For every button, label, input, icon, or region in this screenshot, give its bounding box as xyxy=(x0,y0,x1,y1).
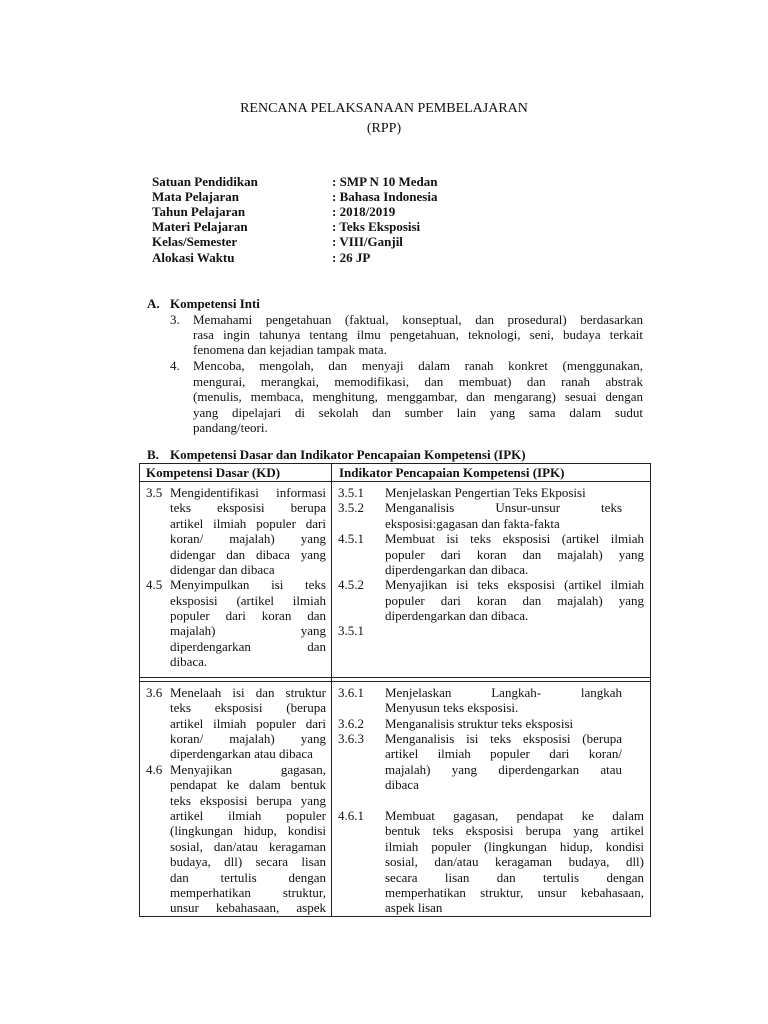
kd-line: Menelaah isi dan struktur xyxy=(170,685,326,700)
paragraph-line: Memahami pengetahuan (faktual, konseptual, dan prosedural) berdasarkan xyxy=(193,312,643,327)
kd-line: (lingkungan hidup, kondisi xyxy=(170,823,326,838)
table-header-ipk: Indikator Pencapaian Kompetensi (IPK) xyxy=(339,465,565,480)
kd-line: eksposisi (artikel ilmiah xyxy=(170,593,326,608)
ipk-line: populer dari koran dan majalah) yang xyxy=(385,547,644,562)
ipk-number: 3.5.2 xyxy=(338,500,364,515)
ipk-line: Membuat gagasan, pendapat ke dalam xyxy=(385,808,644,823)
ipk-line: memperhatikan struktur, unsur kebahasaan, xyxy=(385,885,644,900)
info-value: : VIII/Ganjil xyxy=(332,234,403,249)
kd-line: teks eksposisi berupa yang xyxy=(170,793,326,808)
paragraph-line: Mencoba, mengolah, dan menyaji dalam ranah konkret (menggunakan, xyxy=(193,358,643,373)
info-value: : SMP N 10 Medan xyxy=(332,174,438,189)
section-b-title: Kompetensi Dasar dan Indikator Pencapaian Kompetensi (IPK) xyxy=(170,447,526,462)
info-label: Kelas/Semester xyxy=(152,234,238,249)
kd-line: sosial, dan/atau keragaman xyxy=(170,839,326,854)
kd-number: 3.6 xyxy=(146,685,163,700)
ipk-line: Menyusun teks eksposisi. xyxy=(385,700,519,715)
paragraph-line: rasa ingin tahunya tentang ilmu pengetahuan, teknologi, seni, budaya terkait xyxy=(193,327,643,342)
ipk-number: 3.6.1 xyxy=(338,685,364,700)
section-a-marker: A. xyxy=(147,296,160,311)
kd-line: didengar dan dibaca xyxy=(170,562,275,577)
paragraph-line: fenomena dan kejadian tampak mata. xyxy=(193,342,387,357)
ipk-line: populer dari koran dan majalah) yang xyxy=(385,593,644,608)
ipk-number: 3.6.3 xyxy=(338,731,364,746)
kd-line: teks eksposisi (berupa xyxy=(170,700,326,715)
paragraph-line: mengurai, merangkai, memodifikasi, dan membuat) dan ranah abstrak xyxy=(193,374,643,389)
document-subtitle: (RPP) xyxy=(366,121,402,136)
ipk-number: 4.5.1 xyxy=(338,531,364,546)
section-a-title: Kompetensi Inti xyxy=(170,296,260,311)
ipk-line: artikel ilmiah populer dari koran/ xyxy=(385,746,622,761)
info-label: Mata Pelajaran xyxy=(152,189,240,204)
kd-line: artikel ilmiah populer dari xyxy=(170,716,326,731)
info-label: Alokasi Waktu xyxy=(152,250,235,265)
table-border xyxy=(331,463,332,917)
ipk-line: sosial, dan/atau keragaman budaya, dll) xyxy=(385,854,644,869)
info-value: : 2018/2019 xyxy=(332,204,396,219)
list-item-number: 3. xyxy=(170,312,180,327)
table-header-kd: Kompetensi Dasar (KD) xyxy=(146,465,281,480)
table-border xyxy=(139,463,140,917)
ipk-line: aspek lisan xyxy=(385,900,443,915)
ipk-number: 3.5.1 xyxy=(338,485,364,500)
paragraph-line: yang dipelajari di sekolah dan sumber lain yang sama dalam sudut xyxy=(193,405,643,420)
kd-line: Mengidentifikasi informasi xyxy=(170,485,326,500)
kd-line: didengar dan dibaca yang xyxy=(170,547,326,562)
ipk-number: 3.5.1 xyxy=(338,623,364,638)
kd-line: teks eksposisi berupa xyxy=(170,500,326,515)
kd-line: dibaca. xyxy=(170,654,208,669)
ipk-line: Menjelaskan Langkah- langkah xyxy=(385,685,622,700)
ipk-line: Menganalisis isi teks eksposisi (berupa xyxy=(385,731,622,746)
kd-line: koran/ majalah) yang xyxy=(170,531,326,546)
ipk-line: Menjelaskan Pengertian Teks Ekposisi xyxy=(385,485,586,500)
ipk-line: secara lisan dan tertulis dengan xyxy=(385,870,644,885)
ipk-line: dibaca xyxy=(385,777,419,792)
kd-line: diperdengarkan atau dibaca xyxy=(170,746,313,761)
kd-line: artikel ilmiah populer xyxy=(170,808,326,823)
kd-line: budaya, dll) secara lisan xyxy=(170,854,326,869)
info-value: : Bahasa Indonesia xyxy=(332,189,438,204)
ipk-line: Membuat isi teks eksposisi (artikel ilmiah xyxy=(385,531,644,546)
kd-line: Menyajikan gagasan, xyxy=(170,762,326,777)
list-item-number: 4. xyxy=(170,358,180,373)
ipk-line: diperdengarkan dan dibaca. xyxy=(385,608,529,623)
info-label: Materi Pelajaran xyxy=(152,219,248,234)
kd-line: pendapat ke dalam bentuk xyxy=(170,777,326,792)
document-title: RENCANA PELAKSANAAN PEMBELAJARAN xyxy=(240,101,528,116)
ipk-line: bentuk teks eksposisi berupa yang artikel xyxy=(385,823,644,838)
kd-line: Menyimpulkan isi teks xyxy=(170,577,326,592)
info-value: : 26 JP xyxy=(332,250,371,265)
kd-line: populer dari koran dan xyxy=(170,608,326,623)
ipk-number: 3.6.2 xyxy=(338,716,364,731)
section-b-marker: B. xyxy=(147,447,159,462)
info-label: Tahun Pelajaran xyxy=(152,204,246,219)
table-border xyxy=(139,481,651,482)
ipk-line: ilmiah populer (lingkungan hidup, kondisi xyxy=(385,839,644,854)
info-value: : Teks Eksposisi xyxy=(332,219,421,234)
paragraph-line: (menulis, membaca, menghitung, menggambar, dan mengarang) sesuai dengan xyxy=(193,389,643,404)
table-border xyxy=(139,681,651,682)
kd-line: unsur kebahasaan, aspek xyxy=(170,900,326,915)
kd-line: artikel ilmiah populer dari xyxy=(170,516,326,531)
kd-line: dan tertulis dengan xyxy=(170,870,326,885)
ipk-line: diperdengarkan dan dibaca. xyxy=(385,562,529,577)
table-border xyxy=(139,463,651,464)
kd-line: memperhatikan struktur, xyxy=(170,885,326,900)
kd-number: 4.6 xyxy=(146,762,163,777)
kd-line: koran/ majalah) yang xyxy=(170,731,326,746)
kd-line: diperdengarkan dan xyxy=(170,639,326,654)
ipk-line: Menyajikan isi teks eksposisi (artikel ilmiah xyxy=(385,577,644,592)
table-border xyxy=(650,463,651,917)
info-label: Satuan Pendidikan xyxy=(152,174,258,189)
table-border xyxy=(139,677,651,678)
ipk-line: majalah) yang diperdengarkan atau xyxy=(385,762,622,777)
ipk-number: 4.5.2 xyxy=(338,577,364,592)
ipk-line: Menganalisis struktur teks eksposisi xyxy=(385,716,574,731)
table-border xyxy=(139,916,651,917)
kd-line: majalah) yang xyxy=(170,623,326,638)
ipk-line: eksposisi:gagasan dan fakta-fakta xyxy=(385,516,560,531)
kd-number: 4.5 xyxy=(146,577,163,592)
ipk-number: 4.6.1 xyxy=(338,808,364,823)
ipk-line: Menganalisis Unsur-unsur teks xyxy=(385,500,622,515)
paragraph-line: pandang/teori. xyxy=(193,420,268,435)
kd-number: 3.5 xyxy=(146,485,163,500)
